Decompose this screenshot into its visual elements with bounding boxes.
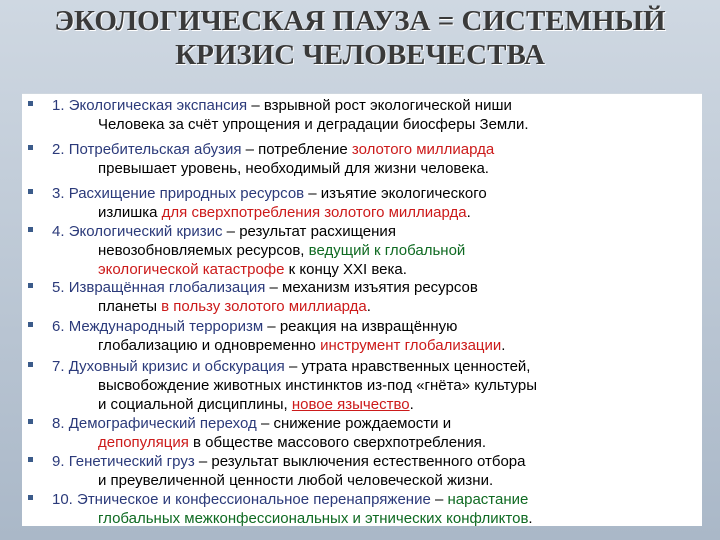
item-line: [52, 357, 530, 376]
list-item-1: [28, 96, 708, 140]
item-text: – механизм изъятия ресурсов: [265, 279, 478, 296]
item-text: .: [366, 298, 371, 315]
item-line: [52, 414, 451, 433]
item-text: .: [528, 510, 533, 527]
list-item-10: [28, 490, 708, 530]
title-line-1: ЭКОЛОГИЧЕСКАЯ ПАУЗА = СИСТЕМНЫЙ: [54, 5, 666, 37]
item-highlight: для сверхпотребления золотого миллиарда: [161, 204, 467, 221]
item-text: – взрывной рост экологической ниши: [247, 97, 512, 114]
item-line: высвобождение животных инстинктов из-под «гнёта» культуры: [98, 377, 537, 394]
item-line: [52, 490, 528, 509]
bullet-icon: [28, 101, 33, 106]
item-number: 10.: [52, 491, 73, 508]
item-text: –: [430, 491, 448, 508]
item-text: – изъятие экологического: [304, 185, 487, 202]
item-line: [98, 297, 371, 316]
item-number: 9.: [52, 453, 65, 470]
item-green-text: нарастание: [447, 491, 529, 508]
list-item-7: [28, 357, 708, 414]
item-line: [52, 452, 526, 471]
item-number: 3.: [52, 185, 65, 202]
item-line: [52, 222, 396, 241]
item-text: .: [501, 337, 506, 354]
item-line: [52, 278, 478, 297]
bullet-icon: [28, 419, 33, 424]
item-text: – реакция на извращённую: [263, 318, 458, 335]
item-line: [98, 260, 407, 279]
item-term: Международный терроризм: [68, 318, 264, 335]
item-term: Этническое и конфессиональное перенапряжение: [77, 491, 431, 508]
bullet-icon: [28, 362, 33, 367]
list-item-4: [28, 222, 708, 278]
item-highlight: новое язычество: [291, 396, 410, 413]
bullet-icon: [28, 495, 33, 500]
bullet-icon: [28, 283, 33, 288]
list-item-8: [28, 414, 708, 452]
item-highlight: в пользу золотого миллиарда: [161, 298, 367, 315]
item-line: [98, 509, 533, 528]
item-term: Демографический переход: [68, 415, 257, 432]
item-text: планеты: [98, 298, 162, 315]
item-text: глобализацию и одновременно: [98, 337, 321, 354]
item-term: Экологическая экспансия: [68, 97, 248, 114]
item-line: [52, 184, 487, 203]
bullet-icon: [28, 145, 33, 150]
item-number: 6.: [52, 318, 65, 335]
item-term: Генетический груз: [68, 453, 195, 470]
bullet-icon: [28, 322, 33, 327]
item-text: – результат расхищения: [222, 223, 396, 240]
item-green-text: ведущий к глобальной: [308, 242, 466, 259]
item-line: [98, 203, 471, 222]
item-green-text: глобальных межконфессиональных и этнических конфликтов: [98, 510, 529, 527]
item-term: Извращённая глобализация: [68, 279, 266, 296]
list-item-3: [28, 184, 708, 222]
bullet-icon: [28, 189, 33, 194]
list-item-9: [28, 452, 708, 490]
item-highlight: экологической катастрофе: [98, 261, 285, 278]
item-number: 4.: [52, 223, 65, 240]
item-highlight: депопуляция: [98, 434, 189, 451]
item-number: 8.: [52, 415, 65, 432]
item-text: .: [409, 396, 414, 413]
item-line: [52, 140, 494, 159]
item-line: и преувеличенной ценности любой человеческой жизни.: [98, 472, 494, 489]
list-item-6: [28, 317, 708, 357]
item-highlight: инструмент глобализации: [320, 337, 502, 354]
item-text: – утрата нравственных ценностей,: [284, 358, 531, 375]
item-line: Человека за счёт упрощения и деградации биосферы Земли.: [98, 116, 529, 133]
item-number: 5.: [52, 279, 65, 296]
item-line: [98, 395, 414, 414]
item-term: Расхищение природных ресурсов: [68, 185, 305, 202]
item-text: невозобновляемых ресурсов,: [98, 242, 309, 259]
item-text: .: [466, 204, 471, 221]
item-text: – снижение рождаемости и: [256, 415, 452, 432]
item-text: в обществе массового сверхпотребления.: [188, 434, 487, 451]
slide-title: [0, 4, 720, 72]
item-text: и социальной дисциплины,: [98, 396, 292, 413]
item-term: Духовный кризис и обскурация: [68, 358, 285, 375]
item-line: [98, 433, 486, 452]
item-term: Потребительская абузия: [68, 141, 242, 158]
bullet-icon: [28, 457, 33, 462]
item-number: 1.: [52, 97, 65, 114]
item-line: превышает уровень, необходимый для жизни человека.: [98, 160, 489, 177]
bullet-list: [28, 96, 708, 530]
item-number: 7.: [52, 358, 65, 375]
item-text: излишка: [98, 204, 162, 221]
item-text: – результат выключения естественного отбора: [194, 453, 526, 470]
list-item-5: [28, 278, 708, 317]
item-term: Экологический кризис: [68, 223, 223, 240]
item-text: к концу XXI века.: [284, 261, 407, 278]
list-item-2: [28, 140, 708, 184]
item-highlight: золотого миллиарда: [351, 141, 495, 158]
item-line: [98, 336, 505, 355]
item-line: [52, 96, 512, 115]
title-line-2: КРИЗИС ЧЕЛОВЕЧЕСТВА: [175, 39, 545, 71]
item-number: 2.: [52, 141, 65, 158]
bullet-icon: [28, 227, 33, 232]
item-text: – потребление: [241, 141, 352, 158]
item-line: [52, 317, 457, 336]
item-line: [98, 241, 465, 260]
